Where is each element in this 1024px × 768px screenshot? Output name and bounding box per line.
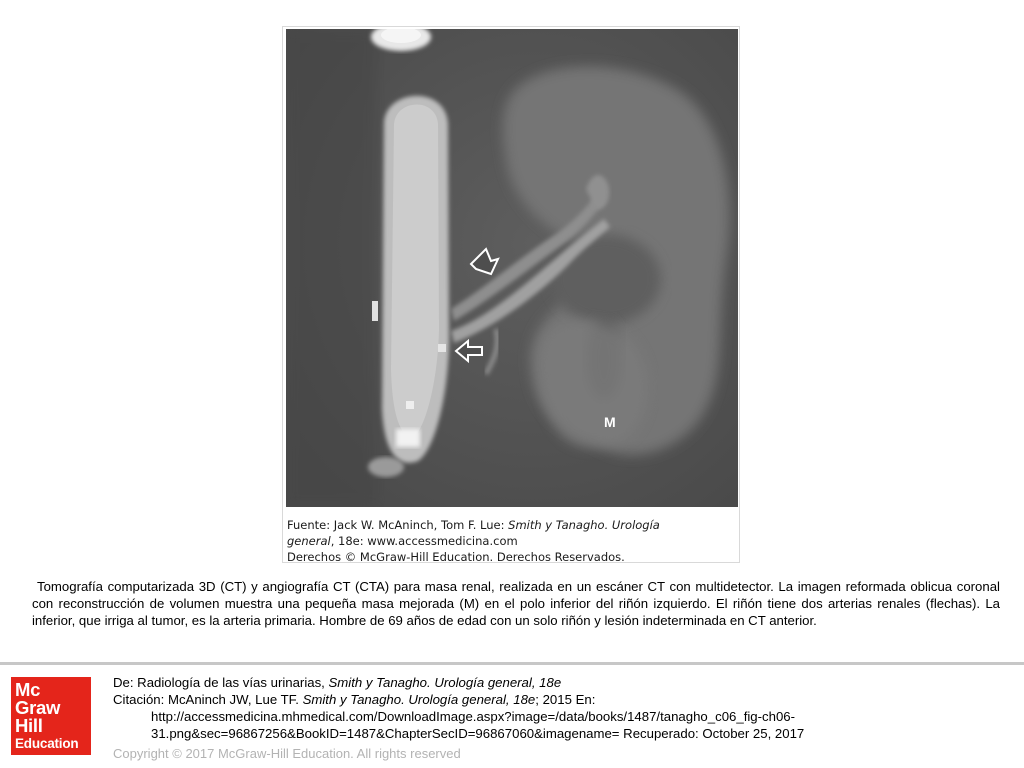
figure-frame	[282, 26, 740, 563]
figure-source	[287, 517, 735, 565]
copyright-text: Copyright © 2017 McGraw-Hill Education. All rights reserved	[113, 746, 461, 761]
divider	[0, 662, 1024, 665]
from-line: De: Radiología de las vías urinarias, Smith y Tanagho. Urología general, 18e	[113, 675, 562, 690]
figure-caption: Tomografía computarizada 3D (CT) y angiografía CT (CTA) para masa renal, realizada en un escáner CT con multidetector. La imagen reformada oblicua coronal con reconstrucción de volumen muestra una pequeña masa mejorada (M) en el polo inferior del riñón izquierdo. El riñón tiene dos arterias renales (flechas). La inferior, que irriga al tumor, es la arteria primaria. Hombre de 69 años de edad con un solo riñón y lesión indeterminada en CT anterior.	[32, 579, 1000, 628]
citation-line: Citación: McAninch JW, Lue TF. Smith y Tanagho. Urología general, 18e; 2015 En:	[113, 692, 596, 707]
mcgraw-hill-logo	[11, 677, 91, 755]
source-line-2: general, 18e: www.accessmedicina.com	[287, 534, 518, 548]
mass-label: M	[604, 414, 616, 430]
logo-line-4: Education	[15, 736, 79, 751]
logo-line-1: Mc	[15, 679, 41, 700]
source-line-3: Derechos © McGraw-Hill Education. Derechos Reservados.	[287, 550, 625, 564]
citation-url-line-2[interactable]: 31.png&sec=96867256&BookID=1487&ChapterSecID=96867060&imagename= Recuperado: October 25, 2017	[151, 726, 805, 741]
logo-line-2: Graw	[15, 697, 61, 718]
citation-block	[113, 674, 1013, 742]
logo-line-3: Hill	[15, 715, 43, 736]
source-line-1: Fuente: Jack W. McAninch, Tom F. Lue: Smith y Tanagho. Urología	[287, 518, 660, 532]
citation-url-line-1[interactable]: http://accessmedicina.mhmedical.com/DownloadImage.aspx?image=/data/books/1487/tanagho_c06_fig-ch06-	[151, 709, 796, 724]
ct-scan-image	[286, 29, 738, 507]
